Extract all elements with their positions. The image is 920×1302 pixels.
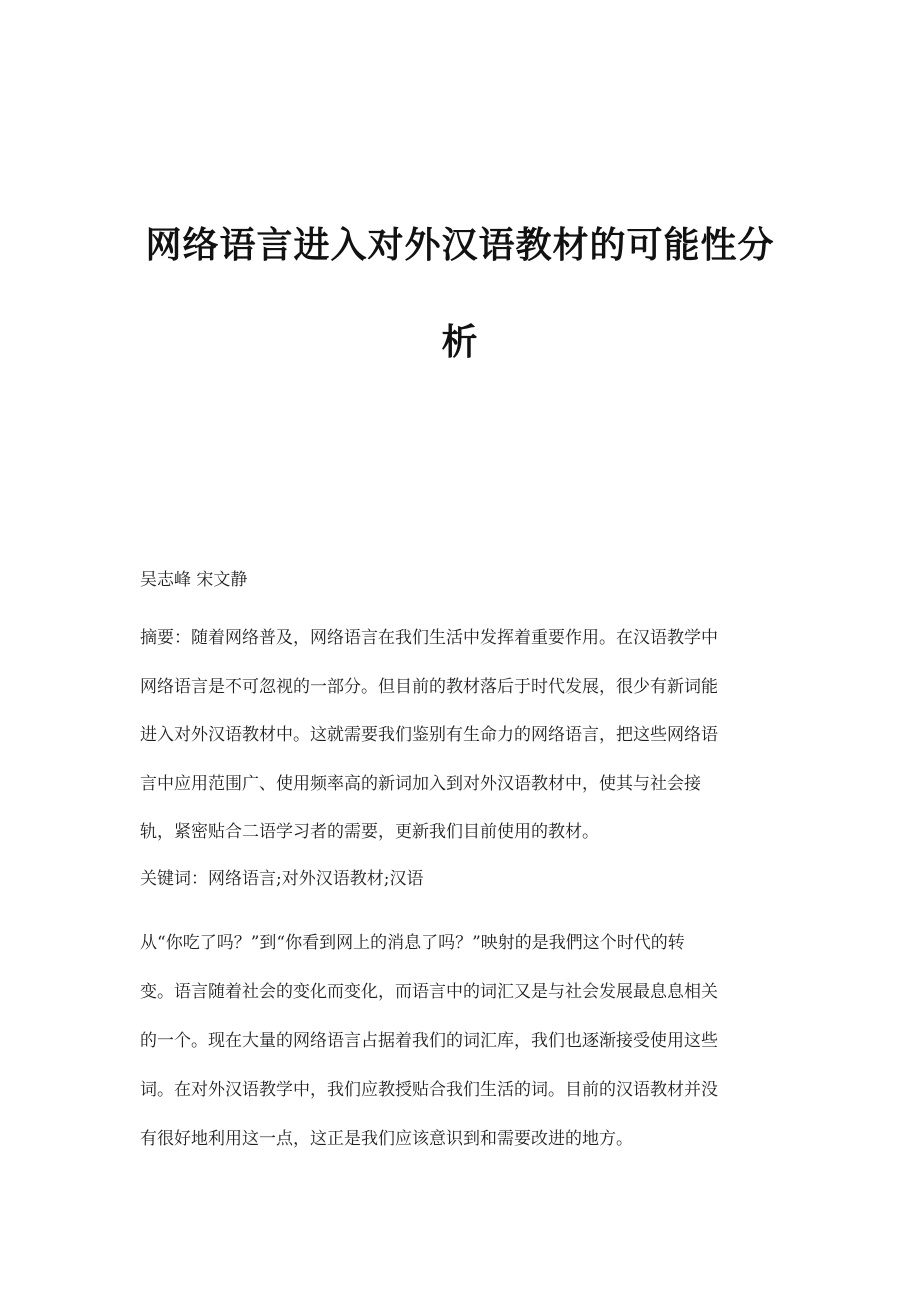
intro-paragraph	[140, 919, 780, 1164]
authors: 吴志峰 宋文静	[140, 570, 248, 590]
abstract-line: 言中应用范围广、使用频率高的新词加入到对外汉语教材中，使其与社会接	[140, 773, 701, 794]
abstract-line: 网络语言是不可忽视的一部分。但目前的教材落后于时代发展，很少有新词能	[140, 676, 718, 697]
intro-line: 有很好地利用这一点，这正是我们应该意识到和需要改进的地方。	[140, 1129, 633, 1149]
abstract-line: 摘要：随着网络普及，网络语言在我们生活中发挥着重要作用。在汉语教学中	[140, 628, 718, 648]
intro-line: 词。在对外汉语教学中，我们应教授贴合我们生活的词。目前的汉语教材并没	[140, 1080, 718, 1100]
document-title-line-2: 析	[441, 321, 479, 363]
intro-line: 从“你吃了吗？”到“你看到网上的消息了吗？”映射的是我們这个时代的转	[140, 933, 685, 953]
document-title-line-1: 网络语言进入对外汉语教材的可能性分	[145, 224, 775, 266]
abstract-line: 进入对外汉语教材中。这就需要我们鉴别有生命力的网络语言，把这些网络语	[140, 725, 718, 745]
intro-line: 变。语言随着社会的变化而变化，而语言中的词汇又是与社会发展最息息相关	[140, 982, 718, 1002]
abstract	[140, 614, 780, 857]
intro-line: 的一个。现在大量的网络语言占据着我们的词汇库，我们也逐渐接受使用这些	[140, 1031, 718, 1051]
abstract-line: 轨，紧密贴合二语学习者的需要，更新我们目前使用的教材。	[140, 822, 599, 842]
keywords: 关键词：网络语言;对外汉语教材;汉语	[140, 869, 424, 889]
